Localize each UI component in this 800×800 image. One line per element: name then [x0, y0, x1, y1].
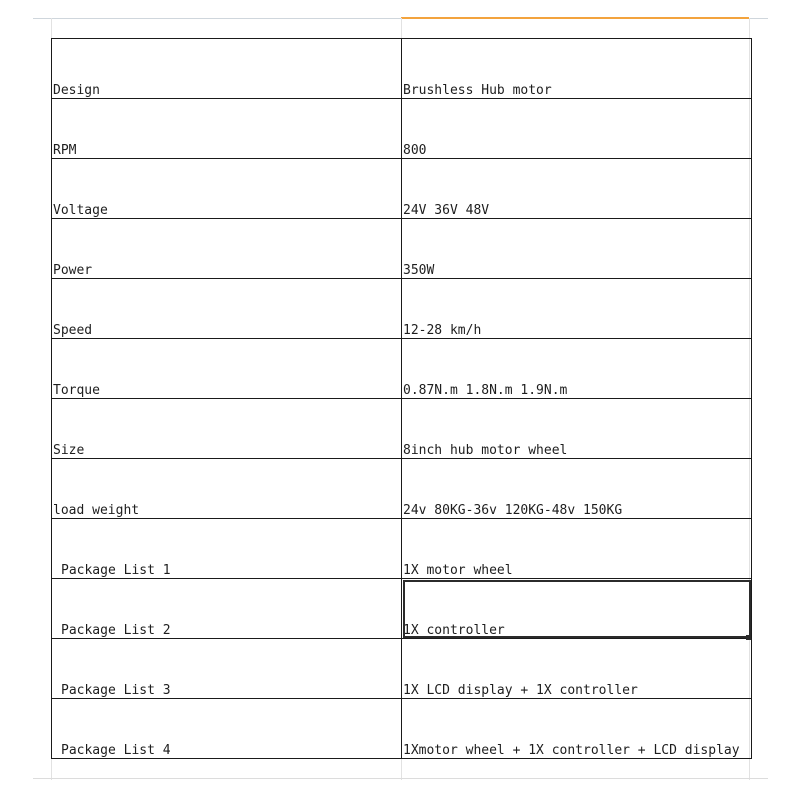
- table-row: [52, 579, 752, 639]
- spec-label-cell[interactable]: Package List 3: [52, 639, 402, 699]
- spec-label-cell[interactable]: Torque: [52, 339, 402, 399]
- table-row: [52, 339, 752, 399]
- spec-label-cell[interactable]: Package List 4: [52, 699, 402, 759]
- table-row: [52, 459, 752, 519]
- table-row: [52, 99, 752, 159]
- spec-label-cell[interactable]: Size: [52, 399, 402, 459]
- spec-value-cell[interactable]: 800: [402, 99, 752, 159]
- spec-value-cell[interactable]: 24V 36V 48V: [402, 159, 752, 219]
- spec-label-cell[interactable]: load weight: [52, 459, 402, 519]
- spec-table: [51, 38, 752, 759]
- spec-label-cell[interactable]: Voltage: [52, 159, 402, 219]
- spec-value-cell[interactable]: 1Xmotor wheel + 1X controller + LCD display: [402, 699, 752, 759]
- fill-handle[interactable]: [746, 635, 751, 640]
- spec-value-cell[interactable]: 24v 80KG-36v 120KG-48v 150KG: [402, 459, 752, 519]
- grid-row-line: [33, 778, 768, 779]
- table-row: [52, 639, 752, 699]
- spec-label-cell[interactable]: RPM: [52, 99, 402, 159]
- selected-column-indicator: [401, 17, 749, 19]
- table-row: [52, 279, 752, 339]
- table-row: [52, 219, 752, 279]
- spec-value-cell[interactable]: 350W: [402, 219, 752, 279]
- table-row: [52, 699, 752, 759]
- spec-label-cell[interactable]: Speed: [52, 279, 402, 339]
- table-row: [52, 39, 752, 99]
- spec-value-cell[interactable]: 0.87N.m 1.8N.m 1.9N.m: [402, 339, 752, 399]
- spec-value-cell[interactable]: Brushless Hub motor: [402, 39, 752, 99]
- spec-label-cell[interactable]: Package List 1: [52, 519, 402, 579]
- table-row: [52, 159, 752, 219]
- spec-value-cell[interactable]: 1X motor wheel: [402, 519, 752, 579]
- spec-label-cell[interactable]: Power: [52, 219, 402, 279]
- selected-spec-value-cell[interactable]: 1X controller: [402, 579, 752, 639]
- spec-label-cell[interactable]: Package List 2: [52, 579, 402, 639]
- table-row: [52, 519, 752, 579]
- spec-value-cell[interactable]: 1X LCD display + 1X controller: [402, 639, 752, 699]
- spec-value-cell[interactable]: 8inch hub motor wheel: [402, 399, 752, 459]
- spec-label-cell[interactable]: Design: [52, 39, 402, 99]
- spec-value-cell[interactable]: 12-28 km/h: [402, 279, 752, 339]
- table-row: [52, 399, 752, 459]
